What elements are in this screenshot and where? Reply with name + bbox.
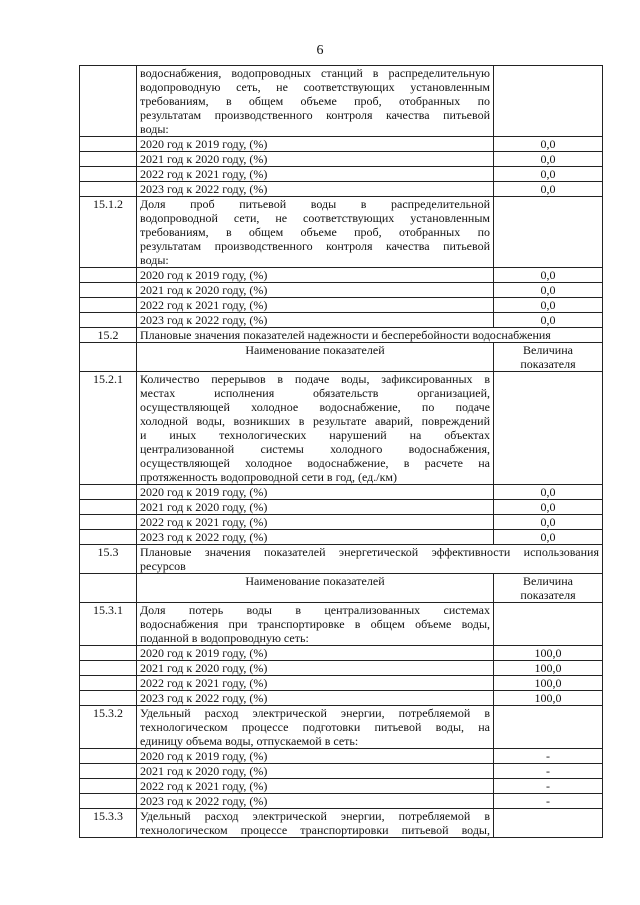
- value-cell: [494, 603, 603, 646]
- header-row: [80, 343, 603, 372]
- year-label: 2022 год к 2021 году, (%): [137, 779, 494, 794]
- year-label: 2020 год к 2019 году, (%): [137, 137, 494, 152]
- value-cell: 0,0: [494, 283, 603, 298]
- value-cell: 0,0: [494, 182, 603, 197]
- table-row: [80, 515, 603, 530]
- value-cell: -: [494, 764, 603, 779]
- value-cell: [494, 197, 603, 268]
- value-cell: 0,0: [494, 530, 603, 545]
- table-row: [80, 66, 603, 137]
- year-label: 2020 год к 2019 году, (%): [137, 646, 494, 661]
- year-label: 2020 год к 2019 году, (%): [137, 268, 494, 283]
- row-number: 15.3.3: [80, 809, 137, 838]
- value-cell: 0,0: [494, 485, 603, 500]
- table-row: [80, 794, 603, 809]
- year-label: 2020 год к 2019 году, (%): [137, 485, 494, 500]
- year-label: 2022 год к 2021 году, (%): [137, 515, 494, 530]
- table-row: [80, 372, 603, 485]
- column-header-name: Наименование показателей: [137, 343, 494, 372]
- year-label: 2020 год к 2019 году, (%): [137, 749, 494, 764]
- table-row: [80, 197, 603, 268]
- section-row: [80, 545, 603, 574]
- value-cell: 0,0: [494, 515, 603, 530]
- value-cell: 100,0: [494, 691, 603, 706]
- section-title: Плановые значения показателей энергетической эффективности использования ресурсов: [137, 545, 603, 574]
- column-header-value: Величина показателя: [494, 574, 603, 603]
- indicators-table: [79, 65, 603, 838]
- year-label: 2023 год к 2022 году, (%): [137, 530, 494, 545]
- year-label: 2021 год к 2020 году, (%): [137, 661, 494, 676]
- column-header-name: Наименование показателей: [137, 574, 494, 603]
- value-cell: 0,0: [494, 313, 603, 328]
- indicator-description: Доля проб питьевой воды в распределительной водопроводной сети, не соответствующих установленным требованиям, в общем объеме проб, отобранных по результатам производственного контроля качества питьевой воды:: [137, 197, 494, 268]
- table-row: [80, 500, 603, 515]
- table-row: [80, 706, 603, 749]
- table-row: [80, 749, 603, 764]
- table-row: [80, 676, 603, 691]
- value-cell: 100,0: [494, 646, 603, 661]
- column-header-value: Величина показателя: [494, 343, 603, 372]
- row-number: 15.2.1: [80, 372, 137, 485]
- row-number: [80, 66, 137, 137]
- year-label: 2021 год к 2020 году, (%): [137, 283, 494, 298]
- indicator-description: Удельный расход электрической энергии, потребляемой в технологическом процессе транспортировки питьевой воды,: [137, 809, 494, 838]
- header-row: [80, 574, 603, 603]
- year-label: 2023 год к 2022 году, (%): [137, 182, 494, 197]
- indicator-description: водоснабжения, водопроводных станций в распределительную водопроводную сеть, не соответствующих установленным требованиям, в общем объеме проб, отобранных по результатам производственного контроля качества питьевой воды:: [137, 66, 494, 137]
- section-title: Плановые значения показателей надежности и бесперебойности водоснабжения: [137, 328, 603, 343]
- section-number: 15.2: [80, 328, 137, 343]
- value-cell: -: [494, 779, 603, 794]
- table-row: [80, 283, 603, 298]
- row-number: 15.3.2: [80, 706, 137, 749]
- section-number: 15.3: [80, 545, 137, 574]
- table-row: [80, 167, 603, 182]
- indicator-description: Удельный расход электрической энергии, потребляемой в технологическом процессе подготовки питьевой воды, на единицу объема воды, отпускаемой в сеть:: [137, 706, 494, 749]
- table-row: [80, 313, 603, 328]
- year-label: 2023 год к 2022 году, (%): [137, 794, 494, 809]
- row-number: 15.3.1: [80, 603, 137, 646]
- year-label: 2023 год к 2022 году, (%): [137, 691, 494, 706]
- value-cell: -: [494, 794, 603, 809]
- page-number: 6: [316, 43, 324, 58]
- year-label: 2022 год к 2021 году, (%): [137, 298, 494, 313]
- year-label: 2023 год к 2022 году, (%): [137, 313, 494, 328]
- value-cell: 0,0: [494, 152, 603, 167]
- table-row: [80, 691, 603, 706]
- indicator-description: Количество перерывов в подаче воды, зафиксированных в местах исполнения обязательств организацией, осуществляющей холодное водоснабжение, по подаче холодной воды, возникших в результате аварий, повреждений и иных технологических нарушений на объектах централизованной системы холодного водоснабжения, осуществляющей холодное водоснабжение, в расчете на протяженность водопроводной сети в год, (ед./км): [137, 372, 494, 485]
- value-cell: 100,0: [494, 661, 603, 676]
- value-cell: 0,0: [494, 500, 603, 515]
- value-cell: 0,0: [494, 167, 603, 182]
- table-row: [80, 268, 603, 283]
- table-row: [80, 152, 603, 167]
- value-cell: 0,0: [494, 137, 603, 152]
- table-row: [80, 182, 603, 197]
- table-row: [80, 661, 603, 676]
- table-row: [80, 779, 603, 794]
- value-cell: [494, 809, 603, 838]
- table-row: [80, 764, 603, 779]
- value-cell: [494, 372, 603, 485]
- year-label: 2022 год к 2021 году, (%): [137, 167, 494, 182]
- table-row: [80, 530, 603, 545]
- value-cell: 0,0: [494, 298, 603, 313]
- section-row: [80, 328, 603, 343]
- table-row: [80, 137, 603, 152]
- year-label: 2021 год к 2020 году, (%): [137, 152, 494, 167]
- table-row: [80, 298, 603, 313]
- year-label: 2021 год к 2020 году, (%): [137, 764, 494, 779]
- year-label: 2021 год к 2020 году, (%): [137, 500, 494, 515]
- table-row: [80, 646, 603, 661]
- table-row: [80, 485, 603, 500]
- value-cell: 0,0: [494, 268, 603, 283]
- indicator-description: Доля потерь воды в централизованных системах водоснабжения при транспортировке в общем объеме воды, поданной в водопроводную сеть:: [137, 603, 494, 646]
- value-cell: -: [494, 749, 603, 764]
- value-cell: 100,0: [494, 676, 603, 691]
- table-row: [80, 809, 603, 838]
- value-cell: [494, 706, 603, 749]
- row-number: 15.1.2: [80, 197, 137, 268]
- table-row: [80, 603, 603, 646]
- year-label: 2022 год к 2021 году, (%): [137, 676, 494, 691]
- value-cell: [494, 66, 603, 137]
